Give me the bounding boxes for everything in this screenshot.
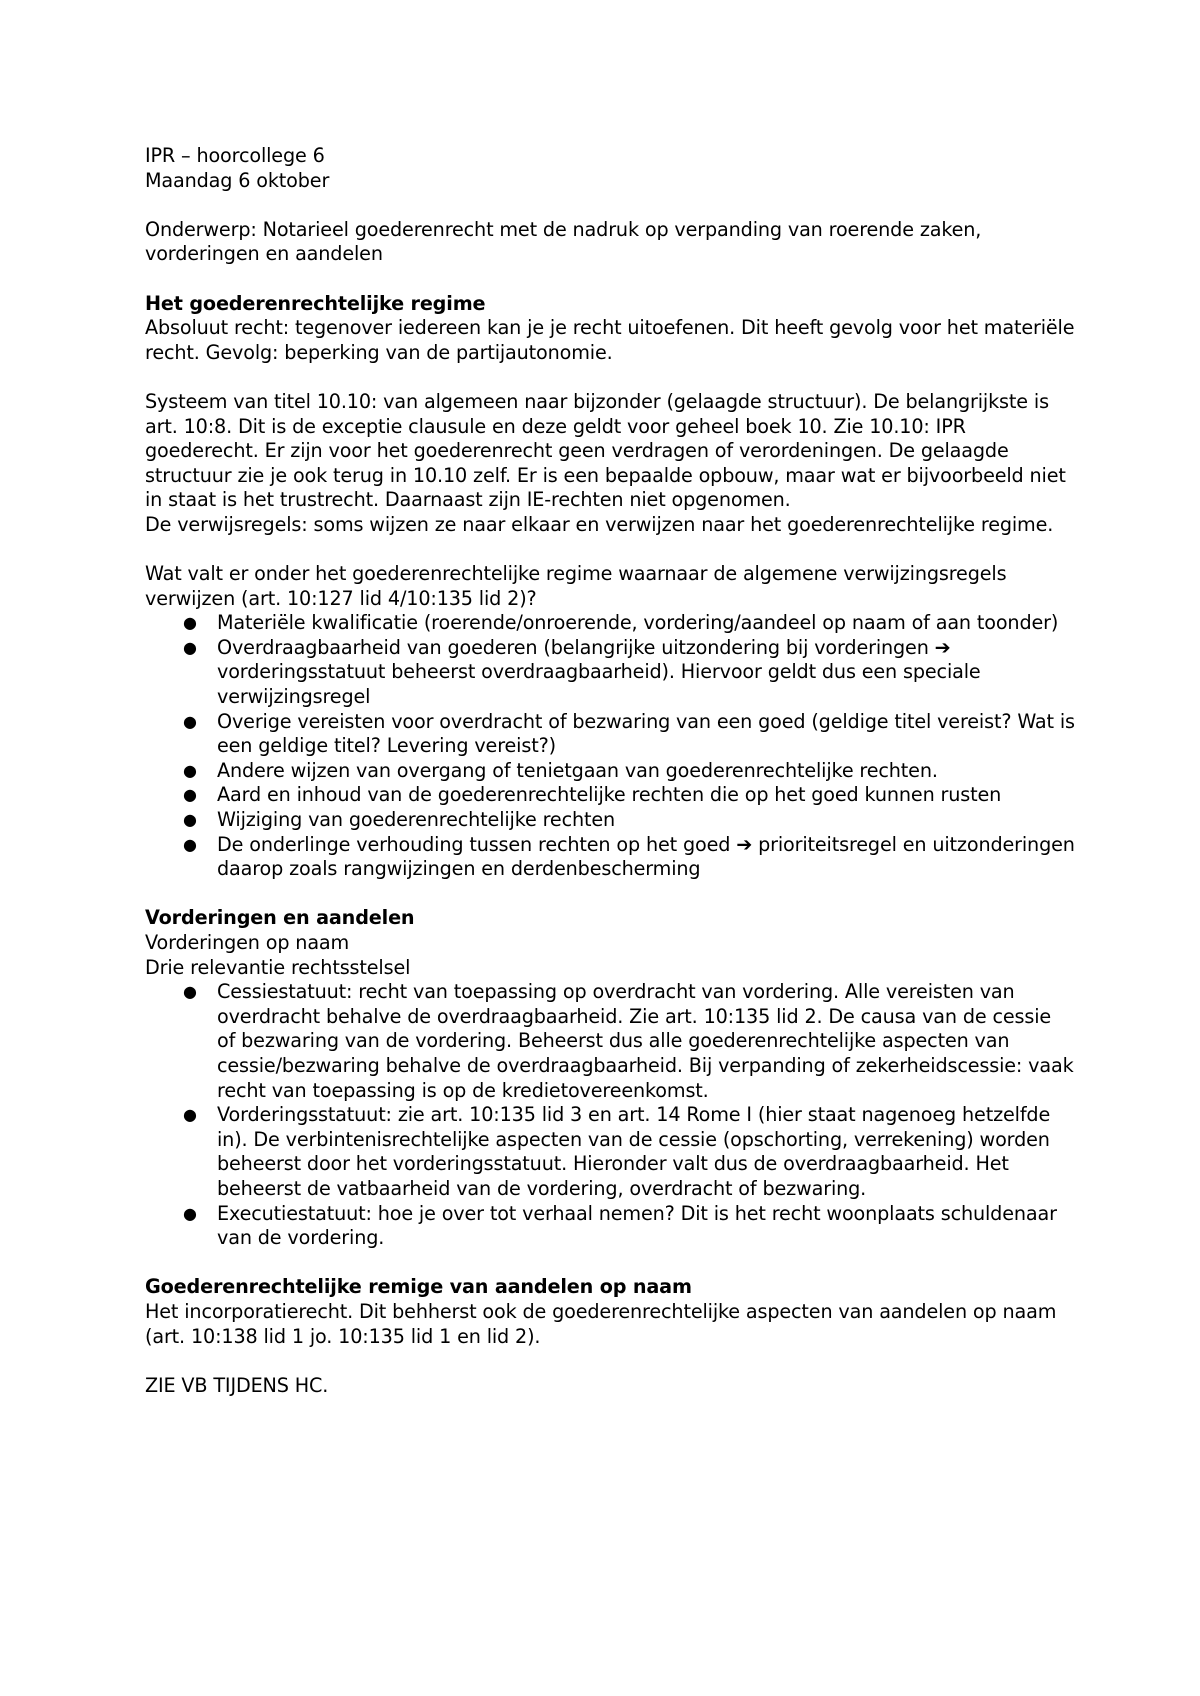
list-item: ● De onderlinge verhouding tussen rechten op het goed ➔ prioriteitsregel en uitzonderingen daarop zoals rangwijzingen en derdenbescherming (183, 832, 1075, 881)
paragraph-system-title: Systeem van titel 10.10: van algemeen naar bijzonder (gelaagde structuur). De belangrijkste is art. 10:8. Dit is de exceptie clausule en deze geldt voor geheel boek 10. Zie 10.10: IPR goederecht. Er zijn voor het goederenrecht geen verdragen of verordeningen. De gelaagde structuur zie je ook terug in 10.10 zelf. Er is een bepaalde opbouw, maar wat er bijvoorbeeld niet in staat is het trustrecht. Daarnaast zijn IE-rechten niet opgenomen. (145, 389, 1066, 512)
bullet-icon: ● (183, 760, 197, 780)
bullet-icon: ● (183, 982, 197, 1002)
footer-note: ZIE VB TIJDENS HC. (145, 1373, 329, 1397)
list-item: ● Overdraagbaarheid van goederen (belangrijke uitzondering bij vorderingen ➔ vorderingsstatuut beheerst overdraagbaarheid). Hiervoor geldt dus een speciale verwijzingsregel (183, 635, 981, 709)
list-item: ● Andere wijzen van overgang of tenietgaan van goederenrechtelijke rechten. (183, 758, 938, 782)
paragraph-question: Wat valt er onder het goederenrechtelijke regime waarnaar de algemene verwijzingsregels verwijzen (art. 10:127 lid 4/10:135 lid 2)? (145, 562, 1007, 610)
bullet-icon: ● (183, 613, 197, 633)
document-date: Maandag 6 oktober (145, 168, 330, 192)
bullet-icon: ● (183, 711, 197, 731)
bullet-icon: ● (183, 834, 197, 854)
paragraph-incorporation-law: Het incorporatierecht. Dit behherst ook de goederenrechtelijke aspecten van aandelen op naam (art. 10:138 lid 1 jo. 10:135 lid 1 en lid 2). (145, 1299, 1057, 1348)
section-heading-regime: Het goederenrechtelijke regime (145, 291, 486, 315)
document-title: IPR – hoorcollege 6 (145, 144, 325, 167)
bullet-icon: ● (183, 637, 197, 657)
list-item: ● Aard en inhoud van de goederenrechtelijke rechten die op het goed kunnen rusten (183, 783, 1002, 807)
document-page (145, 144, 1075, 1398)
list-item: ● Vorderingsstatuut: zie art. 10:135 lid 3 en art. 14 Rome I (hier staat nagenoeg hetzelfde in). De verbintenisrechtelijke aspecten van de cessie (opschorting, verrekening) worden beheerst door het vorderingsstatuut. Hieronder valt dus de overdraagbaarheid. Het beheerst de vatbaarheid van de vordering, overdracht of bezwaring. (183, 1103, 1051, 1200)
list-item: ● Wijziging van goederenrechtelijke rechten (183, 808, 616, 832)
paragraph-reference-rules: De verwijsregels: soms wijzen ze naar elkaar en verwijzen naar het goederenrechtelijke regime. (145, 512, 1054, 536)
subheading-three-systems: Drie relevantie rechtsstelsel (145, 955, 411, 979)
section-heading-claims-shares: Vorderingen en aandelen (145, 906, 415, 930)
list-item: ● Cessiestatuut: recht van toepassing op overdracht van vordering. Alle vereisten van overdracht behalve de overdraagbaarheid. Zie art. 10:135 lid 2. De causa van de cessie of bezwaring van de vordering. Beheerst dus alle goederenrechtelijke aspecten van cessie/bezwaring behalve de overdraagbaarheid. Bij verpanding of zekerheidscessie: vaak recht van toepassing is op de kredietovereenkomst. (183, 980, 1074, 1102)
regime-bullet-list (145, 611, 1075, 882)
subheading-claims-by-name: Vorderingen op naam (145, 931, 350, 954)
bullet-icon: ● (183, 1203, 197, 1223)
claims-bullet-list (145, 980, 1075, 1251)
list-item: ● Executiestatuut: hoe je over tot verhaal nemen? Dit is het recht woonplaats schuldenaar van de vordering. (183, 1201, 1057, 1250)
subject-line: Onderwerp: Notarieel goederenrecht met de nadruk op verpanding van roerende zaken, vorderingen en aandelen (145, 217, 982, 266)
bullet-icon: ● (183, 785, 197, 805)
section-heading-shares-regime: Goederenrechtelijke remige van aandelen op naam (145, 1275, 692, 1299)
list-item: ● Overige vereisten voor overdracht of bezwaring van een goed (geldige titel vereist? Wat is een geldige titel? Levering vereist?) (183, 709, 1075, 758)
list-item: ● Materiële kwalificatie (roerende/onroerende, vordering/aandeel op naam of aan toonder) (183, 611, 1059, 635)
paragraph-absolute-right: Absoluut recht: tegenover iedereen kan je je recht uitoefenen. Dit heeft gevolg voor het materiële recht. Gevolg: beperking van de partijautonomie. (145, 316, 1075, 364)
bullet-icon: ● (183, 1105, 197, 1125)
bullet-icon: ● (183, 810, 197, 830)
